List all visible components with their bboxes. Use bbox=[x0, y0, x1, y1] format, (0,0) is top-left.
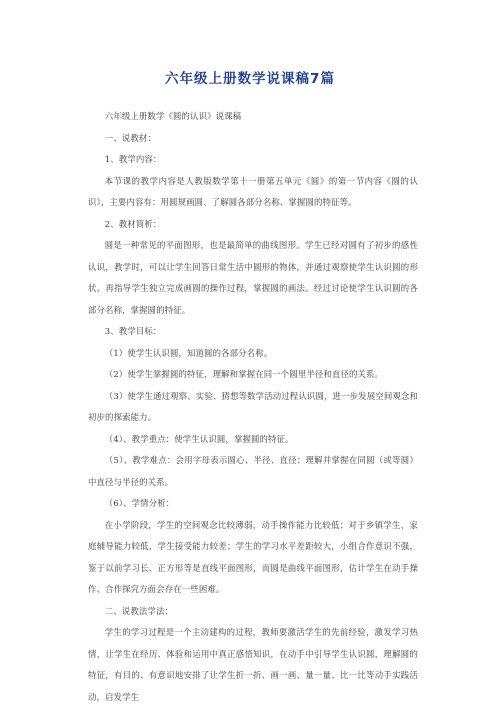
heading-teaching-material: 一、说教材： bbox=[104, 132, 156, 143]
paragraph-teaching-content: 本节课的教学内容是人教版数学第十一册第五单元《圆》的第一节内容《圆的认识》，主要内容有：用圆规画圆、了解圆各部分名称、掌握圆的特征等。 bbox=[88, 175, 418, 207]
goal-item-6: （6）、学情分析： bbox=[104, 498, 175, 508]
goal-item-1: （1）使学生认识圆，知道圆的各部分名称。 bbox=[104, 347, 273, 358]
goal-item-5: （5）、教学难点：会用字母表示圆心、半径、直径；理解并掌握在同圆（或等圆）中直径与半径的关系。 bbox=[88, 455, 418, 487]
goal-item-2: （2）使学生掌握圆的特征，理解和掌握在同一个圆里半径和直径的关系。 bbox=[104, 369, 384, 379]
document-title: 六年级上册数学说课稿7篇 bbox=[165, 71, 335, 87]
document-body bbox=[88, 106, 418, 708]
heading-material-analysis: 2、教材简析： bbox=[104, 218, 162, 229]
heading-teaching-goals: 3、教学目标： bbox=[104, 326, 162, 336]
goal-item-3: （3）使学生通过观察、实验、猜想等数学活动过程认识圆，进一步发展空间观念和初步的探索能力。 bbox=[88, 390, 418, 422]
paragraph-subtitle: 六年级上册数学《圆的认识》说课稿 bbox=[104, 111, 242, 121]
paragraph-material-analysis: 圆是一种常见的平面图形，也是最简单的曲线图形。学生已经对圆有了初步的感性认识，教学时，可以让学生回答日常生活中圆形的物体，并通过观察使学生认识圆的形状。再指导学生独立完成画圆的操作过程，掌握圆的画法。经过讨论使学生认识圆的各部分名称，掌握圆的特征。 bbox=[88, 240, 418, 315]
goal-item-4: （4）、教学重点：使学生认识圆，掌握圆的特征。 bbox=[104, 433, 294, 444]
heading-methods: 二、说教法学法： bbox=[104, 605, 173, 616]
paragraph-methods: 学生的学习过程是一个主动建构的过程，教师要激活学生的先前经验，激发学习热情，让学生在经历、体验和运用中真正感悟知识，在动手中引导学生认识圆，理解圆的特征，有目的、有意识地安排了让学生折一折、画一画、量一量、比一比等动手实践活动，启发学生 bbox=[88, 627, 418, 702]
paragraph-learner-analysis: 在小学阶段，学生的空间观念比较薄弱，动手操作能力比较低；对于乡镇学生，家庭辅导能力较低，学生接受能力较差；学生的学习水平差距较大，小组合作意识不强，鉴于以前学习长、正方形等是直线平面图形，而圆是曲线平面图形，估计学生在动手操作、合作探究方面会存在一些困难。 bbox=[88, 519, 418, 594]
heading-teaching-content: 1、教学内容： bbox=[104, 154, 162, 164]
